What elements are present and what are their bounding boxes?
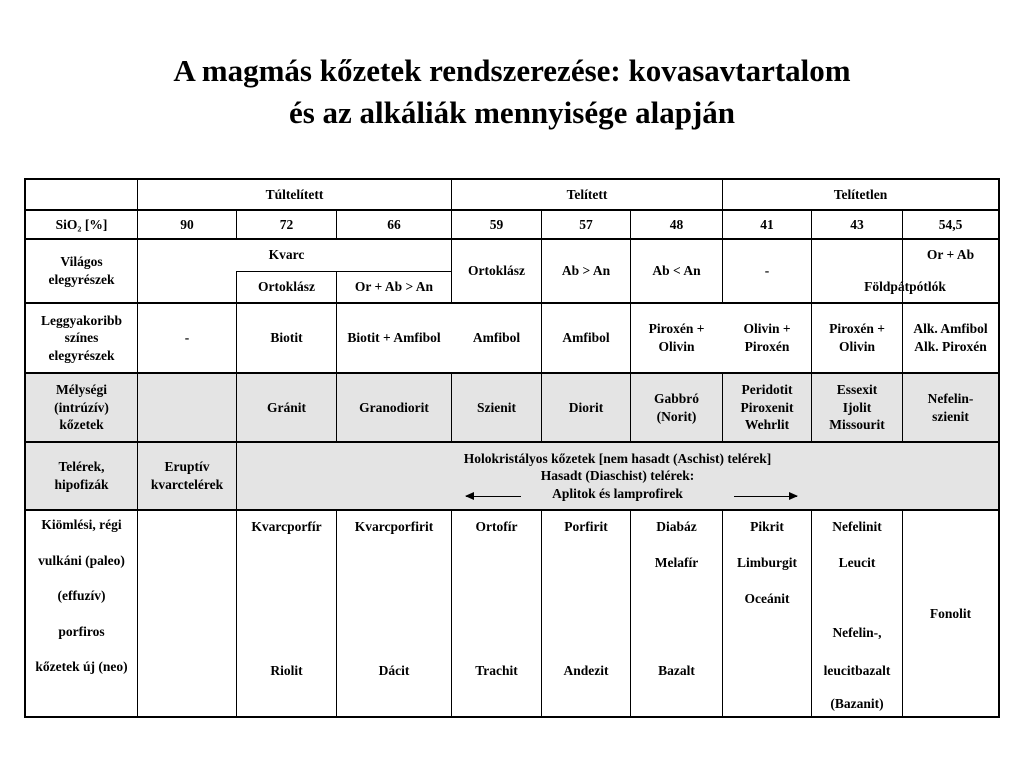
grid-line: [630, 510, 631, 716]
intrusive-rock-cell: Diorit: [568, 399, 604, 415]
colored-mineral-cell: Biotit + Amfibol: [347, 330, 441, 346]
fonolit-cell: Fonolit: [929, 605, 972, 621]
classification-table: [24, 178, 1000, 718]
paleo-rock-cell: Porfirit: [564, 519, 608, 535]
intrusive-rock-cell: Peridotit Piroxenit Wehrlit: [740, 382, 794, 433]
grid-line: [336, 510, 337, 716]
neo-rock-cell: Andezit: [563, 663, 609, 679]
sio2-value: 54,5: [938, 216, 963, 232]
extrusive-rock-cell: Oceánit: [744, 591, 790, 607]
sio2-value: 90: [180, 216, 194, 232]
colored-mineral-cell: Amfibol: [562, 330, 610, 346]
sio2-value: 66: [387, 216, 401, 232]
neo-rock-cell: Dácit: [378, 663, 410, 679]
dikes-description: [237, 445, 998, 507]
group-header-telitett: Telített: [566, 186, 608, 202]
extrusive-rock-cell: Nefelinit: [832, 519, 882, 535]
kvarc-cell: Kvarc: [268, 247, 305, 263]
sio2-value: 57: [579, 216, 593, 232]
paleo-rock-cell: Ortofír: [475, 519, 518, 535]
paleo-rock-cell: Melafír: [654, 555, 699, 571]
eruptive-quartz-dikes-cell: Eruptív kvarctelérek: [150, 459, 224, 492]
neo-rock-cell: Bazalt: [658, 663, 695, 679]
colored-mineral-cell: Amfibol: [472, 330, 521, 346]
grid-line: [722, 510, 723, 716]
sio2-value: 48: [669, 216, 684, 232]
extrusive-rock-cell: Leucit: [838, 555, 876, 571]
title-line-2: és az alkáliák mennyisége alapján: [288, 95, 736, 130]
grid-line: [541, 510, 542, 716]
title-line-1: A magmás kőzetek rendszerezése: kovasavtartalom: [173, 53, 851, 88]
or-ab-an-cell: Or + Ab > An: [354, 279, 434, 295]
colored-minerals-label: Leggyakoribb színes elegyrészek: [40, 312, 122, 363]
dikes-line-1: Holokristályos kőzetek [nem hasadt (Aschist) telérek]: [463, 450, 772, 466]
extrusive-label: Kiömlési, régi vulkáni (paleo) (effuzív) porfiros kőzetek új (neo): [35, 517, 128, 675]
intrusive-rock-cell: Nefelin- szienit: [927, 390, 974, 424]
neo-rock-cell: Riolit: [270, 663, 303, 679]
sio2-label: SiO₂ [%]: [55, 216, 108, 232]
neo-rock-cell: Trachit: [475, 663, 518, 679]
intrusive-rock-cell: Szienit: [477, 399, 516, 415]
left-arrow-icon: [466, 496, 521, 497]
light-minerals-label: Világos elegyrészek: [48, 254, 115, 287]
intrusive-label: Mélységi (intrúzív) kőzetek: [54, 382, 109, 433]
or-ab-cell: Or + Ab: [926, 247, 975, 263]
sio2-value: 41: [760, 216, 774, 232]
group-header-tultelitett: Túltelített: [265, 186, 324, 202]
colored-mineral-cell: Olivin + Piroxén: [743, 321, 791, 354]
sio2-value: 72: [279, 216, 294, 232]
ortoklasz-cell: Ortoklász: [468, 263, 525, 279]
foldpatpotlok-cell: Földpátpótlók: [864, 279, 946, 295]
right-arrow-icon: [734, 496, 797, 497]
intrusive-rock-cell: Gabbró (Norit): [653, 390, 699, 424]
grid-line: [811, 510, 812, 716]
extrusive-rock-cell: leucitbazalt: [823, 663, 891, 679]
ortoklasz-cell: Ortoklász: [258, 279, 315, 295]
dikes-label: Telérek, hipofizák: [54, 459, 109, 492]
dash-cell: -: [764, 263, 770, 279]
sio2-value: 43: [850, 216, 864, 232]
dikes-line-3: Aplitok és lamprofirek: [552, 485, 683, 501]
intrusive-rock-cell: Gránit: [267, 399, 306, 415]
colored-mineral-cell: Alk. Amfibol Alk. Piroxén: [913, 321, 988, 354]
grid-line: [451, 510, 452, 716]
grid-line: [26, 509, 998, 511]
colored-mineral-cell: Piroxén + Olivin: [648, 321, 705, 354]
paleo-rock-cell: Kvarcporfír: [251, 519, 322, 535]
extrusive-rock-cell: (Bazanit): [830, 696, 884, 712]
colored-mineral-cell: -: [184, 330, 190, 346]
paleo-rock-cell: Diabáz: [656, 519, 697, 535]
group-header-telitetlen: Telítetlen: [833, 186, 888, 202]
sio2-value: 59: [489, 216, 504, 232]
colored-mineral-cell: Piroxén + Olivin: [829, 321, 885, 354]
extrusive-rock-cell: Nefelin-,: [832, 625, 882, 641]
intrusive-rock-cell: Granodiorit: [359, 399, 429, 415]
page-title: [0, 50, 1024, 134]
paleo-rock-cell: Kvarcporfirit: [354, 519, 434, 535]
extrusive-rock-cell: Pikrit: [750, 519, 784, 535]
ab-gt-an-cell: Ab > An: [561, 263, 611, 279]
colored-mineral-cell: Biotit: [270, 330, 303, 346]
ab-lt-an-cell: Ab < An: [652, 263, 701, 279]
intrusive-rock-cell: Essexit Ijolit Missourit: [829, 382, 885, 433]
extrusive-rock-cell: Limburgit: [736, 555, 797, 571]
dikes-line-2: Hasadt (Diaschist) telérek:: [540, 468, 695, 484]
